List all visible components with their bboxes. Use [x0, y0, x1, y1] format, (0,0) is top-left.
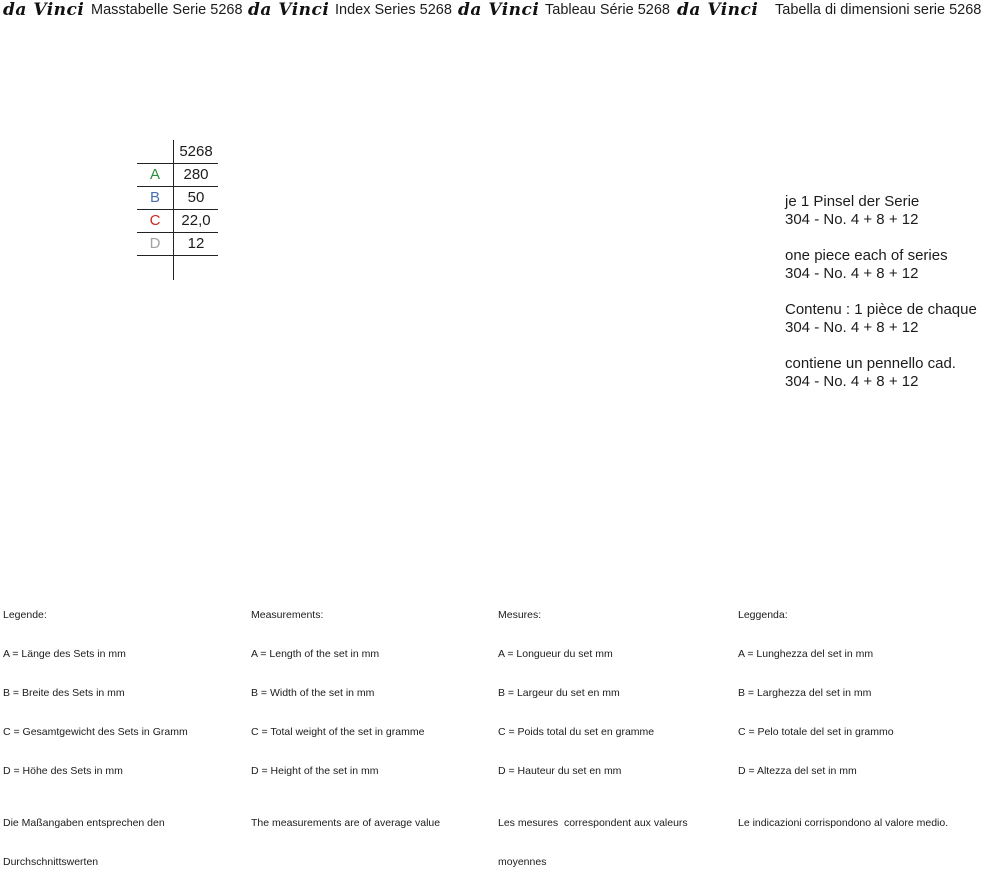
table-row — [137, 164, 218, 187]
legend-item: A = Länge des Sets in mm — [3, 648, 126, 660]
legend-item: B = Breite des Sets in mm — [3, 687, 125, 699]
dimension-key-d: D — [149, 235, 161, 252]
contents-series: 304 - No. 4 + 8 + 12 — [785, 373, 919, 390]
dimension-key-a: A — [149, 166, 160, 183]
contents-description: one piece each of series — [785, 247, 948, 264]
legend-item: D = Altezza del set in mm — [738, 765, 857, 777]
legend-de — [3, 583, 188, 895]
contents-series: 304 - No. 4 + 8 + 12 — [785, 265, 919, 282]
legend-note: Die Maßangaben entsprechen den — [3, 817, 165, 829]
contents-description: contiene un pennello cad. — [785, 355, 956, 372]
legend-item: B = Larghezza del set in mm — [738, 687, 872, 699]
legend-it — [738, 583, 948, 856]
table-header-row — [137, 140, 218, 164]
legend-heading: Measurements: — [251, 609, 324, 621]
legend-item: B = Width of the set in mm — [251, 687, 375, 699]
legend-item: C = Pelo totale del set in grammo — [738, 726, 894, 738]
dimension-key-c: C — [149, 212, 161, 229]
table-row — [137, 210, 218, 233]
contents-series: 304 - No. 4 + 8 + 12 — [785, 211, 919, 228]
set-contents — [785, 193, 977, 409]
dimension-value-a: 280 — [183, 166, 209, 183]
legend-item: C = Gesamtgewicht des Sets in Gramm — [3, 726, 188, 738]
table-column-header: 5268 — [179, 143, 213, 160]
legend-item: D = Hauteur du set en mm — [498, 765, 622, 777]
dimension-value-d: 12 — [187, 235, 205, 252]
legend-en — [251, 583, 440, 856]
legend-note: Le indicazioni corrispondono al valore medio. — [738, 817, 949, 829]
legend-item: C = Total weight of the set in gramme — [251, 726, 425, 738]
header-title-en: Index Series 5268 — [335, 2, 452, 18]
table-row — [137, 233, 218, 256]
header-title-fr: Tableau Série 5268 — [545, 2, 670, 18]
legend-item: C = Poids total du set en gramme — [498, 726, 655, 738]
legend-item: B = Largeur du set en mm — [498, 687, 620, 699]
legend-item: D = Height of the set in mm — [251, 765, 379, 777]
legend-fr — [498, 583, 688, 895]
table-empty-row — [137, 256, 218, 280]
dimension-value-c: 22,0 — [181, 212, 211, 229]
contents-fr — [785, 301, 977, 337]
dimension-key-b: B — [149, 189, 160, 206]
contents-en — [785, 247, 977, 283]
legend-item: A = Longueur du set mm — [498, 648, 613, 660]
legend-heading: Leggenda: — [738, 609, 788, 621]
da-vinci-logo: da Vinci — [3, 0, 85, 20]
legend-note: The measurements are of average value — [251, 817, 441, 829]
da-vinci-logo: da Vinci — [677, 0, 759, 20]
da-vinci-logo: da Vinci — [458, 0, 540, 20]
legend-item: A = Lunghezza del set in mm — [738, 648, 874, 660]
contents-description: je 1 Pinsel der Serie — [785, 193, 920, 210]
contents-de — [785, 193, 977, 229]
legend-note: moyennes — [498, 856, 547, 868]
contents-series: 304 - No. 4 + 8 + 12 — [785, 319, 919, 336]
header-title-de: Masstabelle Serie 5268 — [91, 2, 243, 18]
legend-heading: Mesures: — [498, 609, 542, 621]
legend-note: Durchschnittswerten — [3, 856, 99, 868]
dimension-table — [137, 140, 218, 280]
contents-it — [785, 355, 977, 391]
legend-item: A = Length of the set in mm — [251, 648, 380, 660]
legend-heading: Legende: — [3, 609, 47, 621]
table-column-divider — [173, 140, 174, 280]
header-title-it: Tabella di dimensioni serie 5268 — [775, 2, 982, 18]
legend-note: Les mesures correspondent aux valeurs — [498, 817, 688, 829]
legend-item: D = Höhe des Sets in mm — [3, 765, 123, 777]
da-vinci-logo: da Vinci — [248, 0, 330, 20]
table-row — [137, 187, 218, 210]
dimension-value-b: 50 — [187, 189, 205, 206]
contents-description: Contenu : 1 pièce de chaque — [785, 301, 977, 318]
